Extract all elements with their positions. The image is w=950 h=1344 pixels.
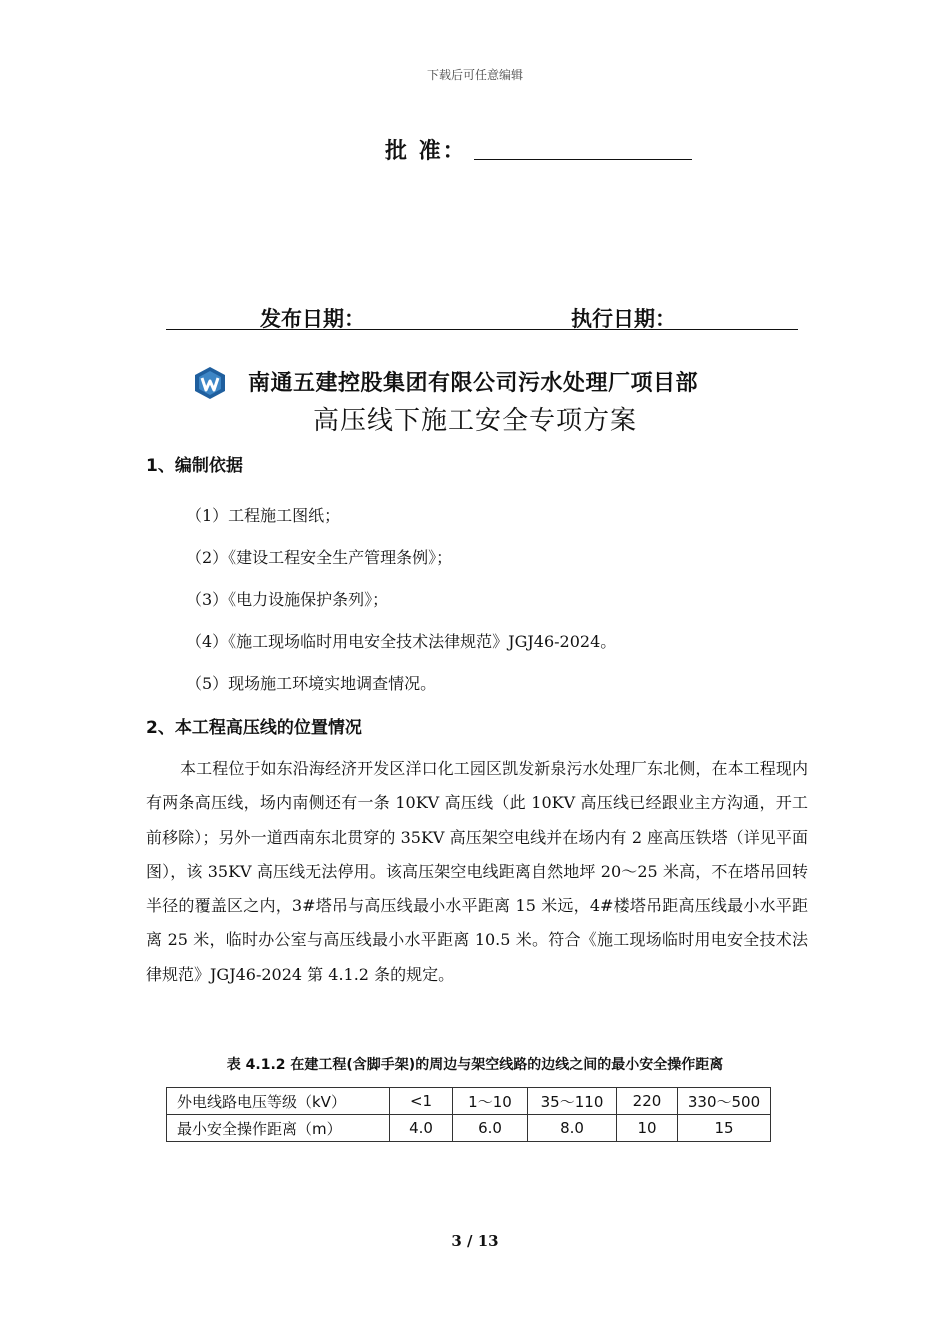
basis-item: （5）现场施工环境实地调查情况。 [186, 674, 437, 693]
basis-item: （4）《施工现场临时用电安全技术法律规范》JGJ46-2024。 [186, 632, 617, 651]
company-name: 南通五建控股集团有限公司污水处理厂项目部 [248, 371, 699, 396]
table-cell: 330～500 [678, 1088, 771, 1115]
table-cell: 1～10 [453, 1088, 528, 1115]
table-row [167, 1088, 771, 1115]
table-cell: 4.0 [390, 1115, 453, 1142]
table-cell: 6.0 [453, 1115, 528, 1142]
company-logo-icon [193, 366, 227, 400]
table-row [167, 1115, 771, 1142]
location-paragraph: 本工程位于如东沿海经济开发区洋口化工园区凯发新泉污水处理厂东北侧，在本工程现内有两条高压线，场内南侧还有一条 10KV 高压线（此 10KV 高压线已经跟业主方沟通，开工前移除）；另外一道西南东北贯穿的 35KV 高压架空电线并在场内有 2 座高压铁塔（详见平面图），该 35KV 高压线无法停用。该高压架空电线距离自然地坪 20～25 米高，不在塔吊回转半径的覆盖区之内，3#塔吊与高压线最小水平距离 15 米远，4#楼塔吊距高压线最小水平距离 25 米，临时办公室与高压线最小水平距离 10.5 米。符合《施工现场临时用电安全技术法律规范》JGJ46-2024 第 4.1.2 条的规定。 [146, 759, 808, 984]
approval-label: 批 准： [385, 139, 467, 164]
table-cell: 10 [617, 1115, 678, 1142]
safety-distance-table [166, 1087, 771, 1142]
basis-item: （3）《电力设施保护条列》； [186, 590, 389, 609]
document-title: 高压线下施工安全专项方案 [312, 406, 637, 436]
table-cell: 220 [617, 1088, 678, 1115]
page-number: 3 / 13 [451, 1232, 499, 1250]
table-cell: 35～110 [528, 1088, 617, 1115]
header-note: 下载后可任意编辑 [426, 68, 523, 82]
dates-underline [166, 329, 798, 330]
release-date-label: 发布日期： [260, 307, 365, 331]
basis-item: （1）工程施工图纸； [186, 506, 341, 525]
section-heading-basis: 1、编制依据 [146, 456, 243, 476]
basis-item: （2）《建设工程安全生产管理条例》； [186, 548, 453, 567]
execute-date-label: 执行日期： [571, 307, 676, 331]
table-cell: 8.0 [528, 1115, 617, 1142]
table-cell: 15 [678, 1115, 771, 1142]
table-row-header: 外电线路电压等级（kV） [167, 1088, 390, 1115]
table-cell: <1 [390, 1088, 453, 1115]
section-heading-location: 2、本工程高压线的位置情况 [146, 718, 362, 738]
approval-signature-line [474, 159, 692, 160]
table-caption: 表 4.1.2 在建工程(含脚手架)的周边与架空线路的边线之间的最小安全操作距离 [226, 1057, 724, 1073]
table-row-header: 最小安全操作距离（m） [167, 1115, 390, 1142]
